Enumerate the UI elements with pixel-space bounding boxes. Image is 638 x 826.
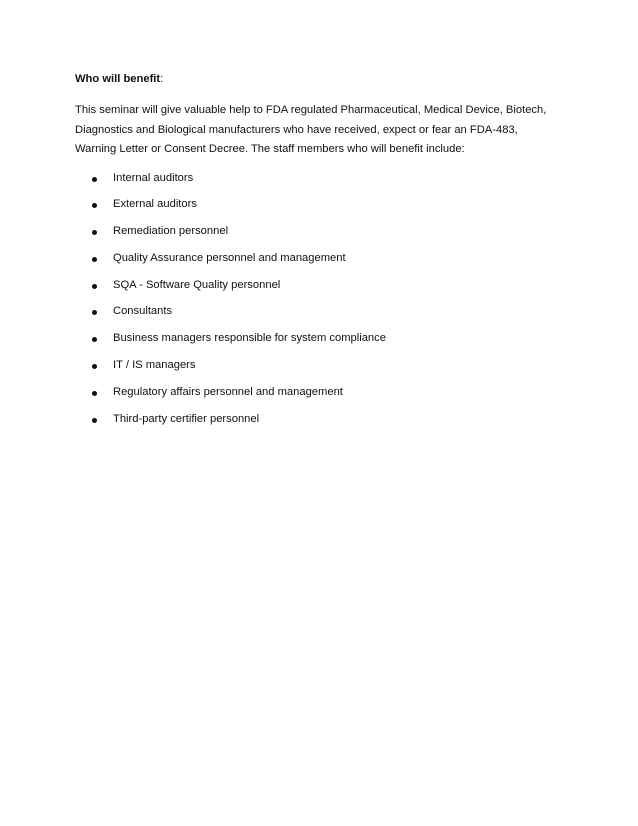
list-item-text: Remediation personnel [113, 225, 229, 238]
bullet-dot-icon [92, 203, 97, 208]
list-item [75, 356, 555, 383]
bullet-dot-icon [92, 230, 97, 235]
list-item-text: Regulatory affairs personnel and management [113, 385, 343, 398]
list-item [75, 222, 555, 249]
section-heading-text: Who will benefit [75, 73, 161, 85]
list-item [75, 195, 555, 222]
list-item-text: SQA - Software Quality personnel [113, 278, 281, 291]
bullet-dot-icon [92, 284, 97, 289]
list-item-text: Quality Assurance personnel and management [113, 251, 346, 264]
list-item-text: External auditors [113, 198, 197, 211]
list-item [75, 169, 555, 196]
bullet-dot-icon [92, 310, 97, 315]
list-item [75, 410, 555, 437]
section-heading-colon: : [160, 73, 164, 85]
list-item-text: Third-party certifier personnel [113, 412, 260, 425]
document-content [75, 70, 555, 436]
list-item [75, 383, 555, 410]
bullet-dot-icon [92, 364, 97, 369]
bullet-dot-icon [92, 257, 97, 262]
list-item [75, 249, 555, 276]
list-item-text: Consultants [113, 305, 173, 318]
section-heading [75, 70, 555, 89]
benefit-list [75, 169, 555, 437]
list-item-text: Internal auditors [113, 171, 194, 184]
list-item [75, 329, 555, 356]
bullet-dot-icon [92, 337, 97, 342]
bullet-dot-icon [92, 177, 97, 182]
bullet-dot-icon [92, 391, 97, 396]
list-item [75, 276, 555, 303]
list-item-text: Business managers responsible for system compliance [113, 332, 386, 345]
bullet-dot-icon [92, 418, 97, 423]
list-item [75, 302, 555, 329]
list-item-text: IT / IS managers [113, 359, 196, 372]
intro-paragraph: This seminar will give valuable help to FDA regulated Pharmaceutical, Medical Device, Biotech, Diagnostics and Biological manufacturers who have received, expect or fear an FDA-483, Warning Letter or Consent Decree. The staff members who will benefit include: [75, 104, 547, 155]
